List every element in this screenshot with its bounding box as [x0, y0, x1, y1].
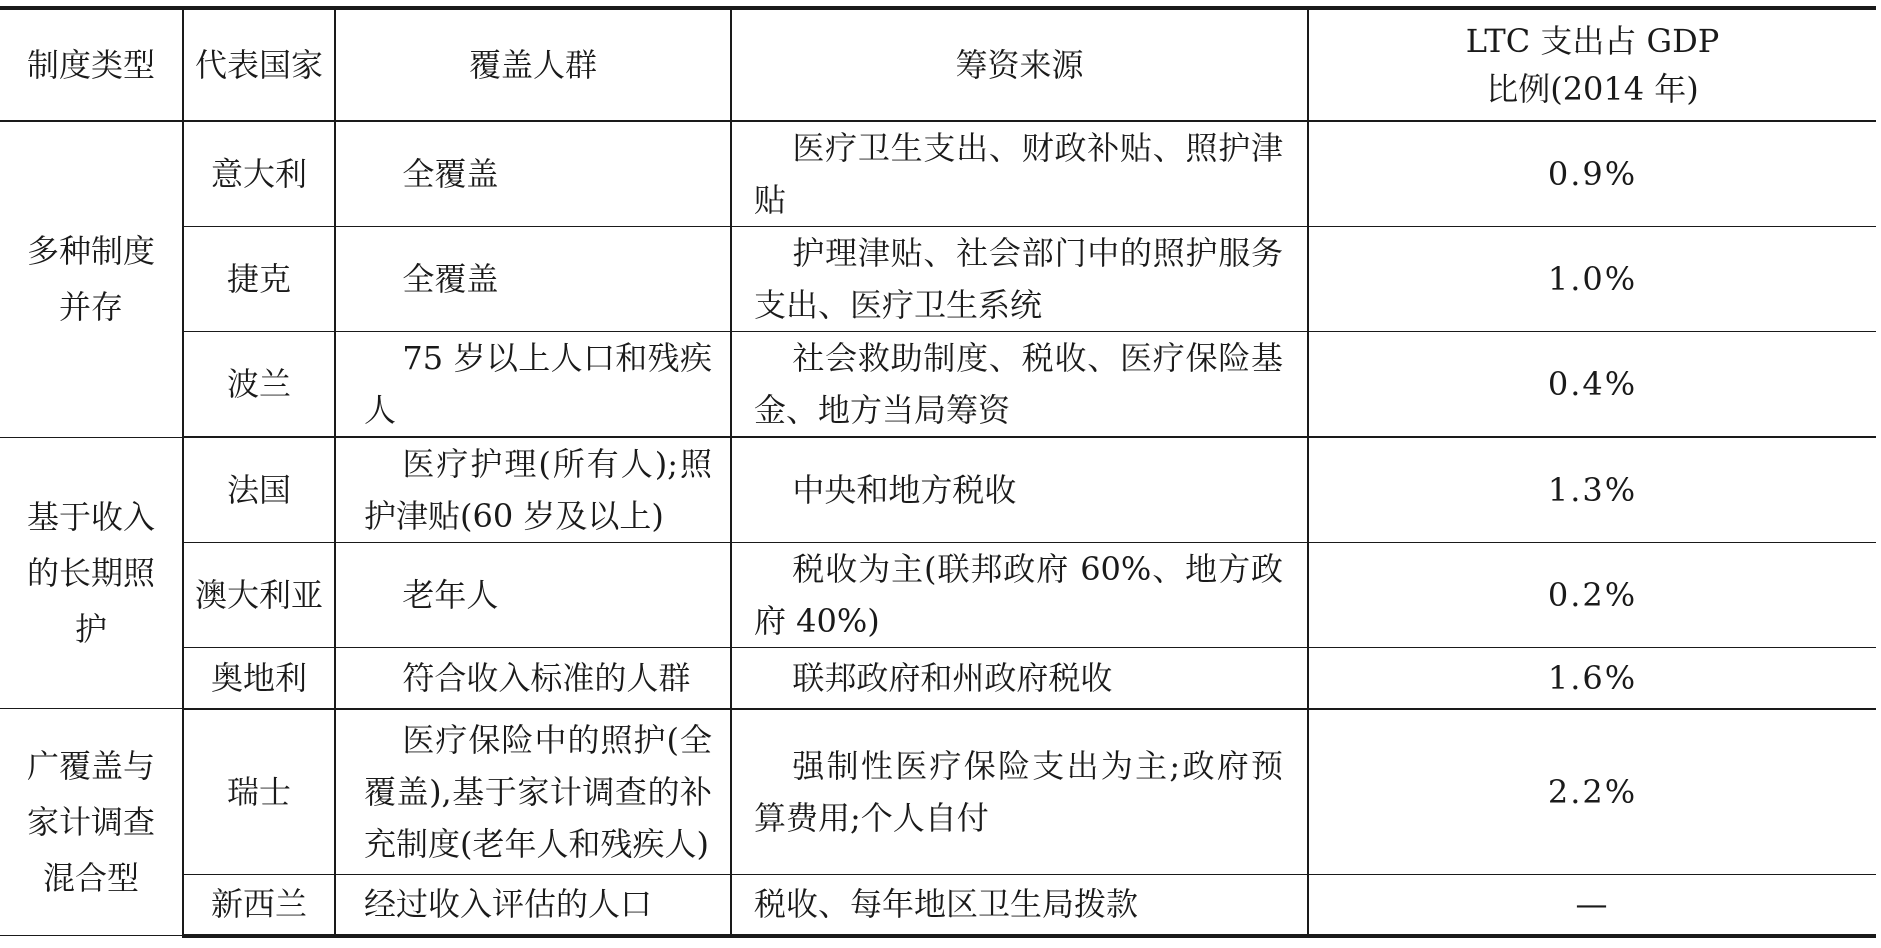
group-type-label: 基于收入的长期照护 [26, 497, 155, 648]
table-row [0, 875, 1876, 936]
country-cell: 新西兰 [183, 875, 335, 936]
table-row [0, 332, 1876, 438]
header-country: 代表国家 [183, 8, 335, 121]
ratio-cell: 1.0% [1308, 227, 1876, 332]
funding-text: 税收、每年地区卫生局拨款 [754, 885, 1139, 924]
coverage-text: 医疗保险中的照护(全覆盖),基于家计调查的补充制度(老年人和残疾人) [364, 720, 712, 863]
coverage-cell [335, 709, 731, 875]
country-cell: 瑞士 [183, 709, 335, 875]
table-row [0, 227, 1876, 332]
country-cell: 澳大利亚 [183, 543, 335, 648]
funding-cell [731, 437, 1308, 543]
table-row [0, 648, 1876, 709]
country-cell: 捷克 [183, 227, 335, 332]
coverage-text: 老年人 [402, 576, 499, 614]
ltc-table-container [0, 6, 1876, 938]
country-cell: 奥地利 [183, 648, 335, 709]
funding-text: 医疗卫生支出、财政补贴、照护津贴 [754, 129, 1283, 219]
header-ltc-ratio [1308, 8, 1876, 121]
funding-text: 中央和地方税收 [792, 471, 1017, 509]
ratio-cell: 1.3% [1308, 437, 1876, 543]
funding-cell [731, 543, 1308, 648]
coverage-cell [335, 437, 731, 543]
funding-cell [731, 709, 1308, 875]
header-row [0, 8, 1876, 121]
funding-text: 护理津贴、社会部门中的照护服务支出、医疗卫生系统 [754, 234, 1283, 324]
header-funding: 筹资来源 [731, 8, 1308, 121]
coverage-cell [335, 121, 731, 227]
coverage-cell [335, 875, 731, 936]
group-type-cell [0, 709, 183, 936]
funding-text: 社会救助制度、税收、医疗保险基金、地方当局筹资 [754, 339, 1283, 429]
coverage-text: 经过收入评估的人口 [364, 885, 653, 924]
coverage-cell [335, 543, 731, 648]
funding-cell [731, 875, 1308, 936]
group-type-cell [0, 437, 183, 709]
ratio-cell: 0.4% [1308, 332, 1876, 438]
coverage-text: 医疗护理(所有人);照护津贴(60 岁及以上) [364, 445, 712, 535]
header-coverage: 覆盖人群 [335, 8, 731, 121]
table-row [0, 121, 1876, 227]
ratio-cell: 1.6% [1308, 648, 1876, 709]
funding-cell [731, 648, 1308, 709]
country-cell: 意大利 [183, 121, 335, 227]
group-type-cell [0, 121, 183, 437]
header-ltc-line2: 比例(2014 年) [1486, 70, 1699, 108]
coverage-text: 符合收入标准的人群 [402, 658, 691, 697]
header-ltc-line1: LTC 支出占 GDP [1465, 22, 1720, 60]
funding-cell [731, 121, 1308, 227]
funding-text: 联邦政府和州政府税收 [792, 658, 1113, 697]
coverage-text: 全覆盖 [402, 155, 499, 193]
ratio-cell: 0.9% [1308, 121, 1876, 227]
funding-text: 税收为主(联邦政府 60%、地方政府 40%) [754, 550, 1283, 640]
ratio-cell: — [1308, 875, 1876, 936]
ratio-cell: 2.2% [1308, 709, 1876, 875]
coverage-cell [335, 332, 731, 438]
ratio-cell: 0.2% [1308, 543, 1876, 648]
group-type-label: 广覆盖与家计调查混合型 [26, 747, 155, 897]
funding-cell [731, 227, 1308, 332]
ltc-comparison-table [0, 6, 1876, 938]
table-row [0, 709, 1876, 875]
funding-text: 强制性医疗保险支出为主;政府预算费用;个人自付 [754, 746, 1283, 837]
country-cell: 波兰 [183, 332, 335, 438]
table-row [0, 437, 1876, 543]
funding-cell [731, 332, 1308, 438]
coverage-cell [335, 227, 731, 332]
table-row [0, 543, 1876, 648]
header-type: 制度类型 [0, 8, 183, 121]
coverage-text: 全覆盖 [402, 260, 499, 298]
coverage-text: 75 岁以上人口和残疾人 [364, 339, 712, 429]
group-type-label: 多种制度并存 [26, 232, 155, 327]
coverage-cell [335, 648, 731, 709]
country-cell: 法国 [183, 437, 335, 543]
